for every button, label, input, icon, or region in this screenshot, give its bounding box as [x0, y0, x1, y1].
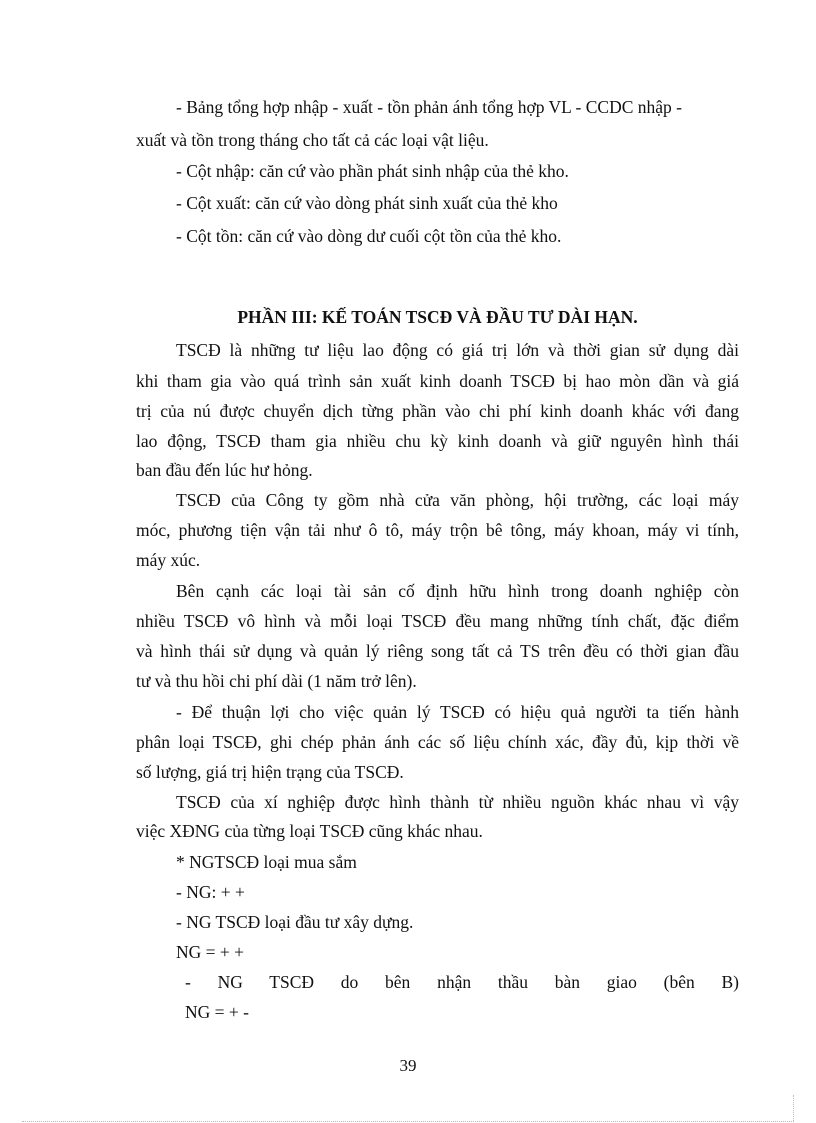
para-line-13: - Để thuận lợi cho việc quản lý TSCĐ có hiệu quả người ta tiến hành [176, 702, 739, 722]
para-line-8: máy xúc. [136, 550, 201, 570]
para-line-11: và hình thái sử dụng và quản lý riêng song tất cả TS trên đều có thời gian đầu [136, 641, 739, 661]
para-line-16: TSCĐ của xí nghiệp được hình thành từ nhiều nguồn khác nhau vì vậy [176, 792, 739, 812]
para-line-1: TSCĐ là những tư liệu lao động có giá trị lớn và thời gian sử dụng dài [176, 340, 739, 360]
para-line-2: khi tham gia vào quá trình sản xuất kinh doanh TSCĐ bị hao mòn dần và giá [136, 371, 739, 391]
intro-line-1: - Bảng tổng hợp nhập - xuất - tồn phản ánh tổng hợp VL - CCDC nhập - [176, 97, 683, 117]
para-line-7: móc, phương tiện vận tải như ô tô, máy trộn bê tông, máy khoan, máy vi tính, [136, 520, 739, 540]
para-line-15: số lượng, giá trị hiện trạng của TSCĐ. [136, 762, 404, 782]
formula-line-2: - NG TSCĐ loại đầu tư xây dựng. [176, 912, 414, 932]
intro-line-3: - Cột nhập: căn cứ vào phần phát sinh nhập của thẻ kho. [176, 161, 569, 181]
formula-line-3: NG = + + [176, 942, 245, 962]
page-border-right [793, 1095, 794, 1121]
intro-line-4: - Cột xuất: căn cứ vào dòng phát sinh xuất của thẻ kho [176, 193, 558, 213]
formula-line-1: - NG: + + [176, 882, 245, 902]
para-line-6: TSCĐ của Công ty gồm nhà cửa văn phòng, hội trường, các loại máy [176, 490, 739, 510]
intro-line-5: - Cột tồn: căn cứ vào dòng dư cuối cột tồn của thẻ kho. [176, 226, 562, 246]
para-line-5: ban đầu đến lúc hư hỏng. [136, 460, 313, 480]
formula-line-4: - NG TSCĐ do bên nhận thầu bàn giao (bên B) [185, 972, 739, 992]
para-line-4: lao động, TSCĐ tham gia nhiều chu kỳ kinh doanh và giữ nguyên hình thái [136, 431, 739, 451]
formula-line-5: NG = + - [185, 1002, 249, 1022]
intro-line-2: xuất và tồn trong tháng cho tất cả các loại vật liệu. [136, 130, 489, 150]
para-line-9: Bên cạnh các loại tài sản cố định hữu hình trong doanh nghiệp còn [176, 581, 739, 601]
section-heading: PHẦN III: KẾ TOÁN TSCĐ VÀ ĐẦU TƯ DÀI HẠN. [237, 307, 638, 327]
para-line-12: tư và thu hồi chi phí dài (1 năm trở lên). [136, 671, 417, 691]
para-line-14: phân loại TSCĐ, ghi chép phản ánh các số liệu chính xác, đầy đủ, kịp thời về [136, 732, 739, 752]
para-line-3: trị của nú được chuyển dịch từng phần vào chi phí kinh doanh khác với đang [136, 401, 739, 421]
formula-heading: * NGTSCĐ loại mua sắm [176, 852, 357, 872]
page-border-bottom [22, 1121, 794, 1122]
page-number: 39 [399, 1056, 417, 1075]
para-line-10: nhiều TSCĐ vô hình và mỗi loại TSCĐ đều mang những tính chất, đặc điểm [136, 611, 739, 631]
para-line-17: việc XĐNG của từng loại TSCĐ cũng khác nhau. [136, 821, 483, 841]
